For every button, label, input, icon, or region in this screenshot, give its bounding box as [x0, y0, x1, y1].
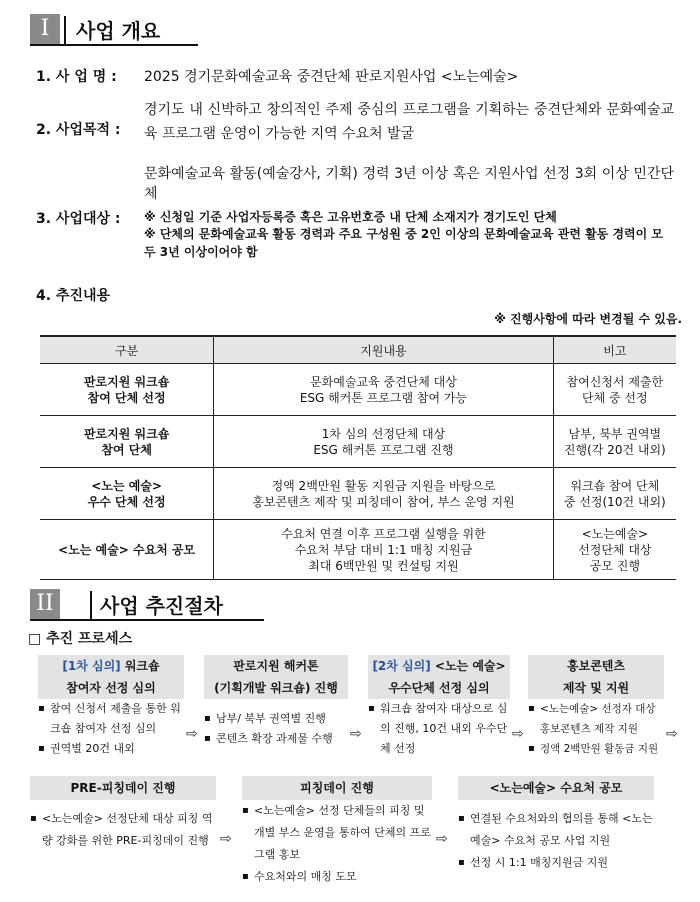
- process-step-6-body: [242, 800, 432, 888]
- process-step-4-body: [528, 699, 664, 759]
- item-3-note-1: ※ 신청일 기준 사업자등록증 혹은 고유번호증 내 단체 소재지가 경기도인 단체: [144, 210, 557, 224]
- process-step-3: [368, 655, 510, 759]
- step-1-tag: [1차 심의]: [62, 659, 121, 673]
- section-1-divider: [64, 16, 66, 44]
- support-table: [40, 335, 676, 580]
- step-1-head2: 참여자 선정 심의: [66, 681, 156, 695]
- step-3-head2: 우수단체 선정 심의: [388, 681, 490, 695]
- step-2-head1: 판로지원 해커톤: [233, 659, 319, 673]
- process-step-7: [458, 776, 654, 874]
- row-1-support: 문화예술교육 중견단체 대상 ESG 해커톤 프로그램 참여 가능: [214, 364, 553, 416]
- process-step-1-body: [38, 699, 184, 759]
- section-2-numeral: II: [30, 589, 60, 619]
- list-item: ▪ 정액 2백만원 활동금 지원: [528, 739, 664, 759]
- process-step-3-body: [368, 699, 510, 759]
- item-1-text: 2025 경기문화예술교육 중견단체 판로지원사업 <노는예술>: [144, 69, 519, 85]
- section-1-underline: [30, 44, 198, 46]
- process-step-7-head: <노는예술> 수요처 공모: [458, 776, 654, 800]
- item-1-label: 1. 사 업 명 :: [36, 69, 117, 85]
- row-3-remark: 워크숍 참여 단체 중 선정(10건 내외): [553, 468, 676, 520]
- process-step-2-body: [204, 699, 348, 749]
- row-2-support: 1차 심의 선정단체 대상 ESG 해커톤 프로그램 진행: [214, 416, 553, 468]
- section-2-title: 사업 추진절차: [100, 593, 223, 618]
- item-4-note: ※ 진행사항에 따라 변경될 수 있음.: [494, 312, 682, 326]
- row-3-category: <노는 예술> 우수 단체 선정: [40, 468, 214, 520]
- header-remark: 비고: [553, 336, 676, 364]
- table-header-row: [40, 336, 676, 364]
- row-4-support: 수요처 연결 이후 프로그램 실행을 위한 수요처 부담 대비 1:1 매칭 지원금 최대 6백만원 및 컨설팅 지원: [214, 520, 553, 580]
- item-2-label: 2. 사업목적 :: [36, 122, 121, 138]
- row-4-remark: <노는예술> 선정단체 대상 공모 진행: [553, 520, 676, 580]
- arrow-icon: ⇨: [186, 726, 198, 742]
- item-4-label: 4. 추진내용: [36, 288, 111, 304]
- process-step-6-head: 피칭데이 진행: [242, 776, 432, 800]
- step-2-head2: (기획개발 워크숍) 진행: [214, 681, 338, 695]
- list-item: ▪ 참여 신청서 제출을 통한 워크숍 참여자 선정 심의: [38, 699, 184, 739]
- list-item: ▪ <노는예술> 선정단체 대상 피칭 역량 강화를 위한 PRE-피칭데이 진행: [30, 808, 216, 852]
- list-item: ▪ 워크숍 참여자 대상으로 심의 진행, 10건 내외 우수단체 선정: [368, 699, 510, 759]
- process-step-5-head: PRE-피칭데이 진행: [30, 776, 216, 800]
- item-3-label: 3. 사업대상 :: [36, 211, 121, 227]
- item-2-text: 경기도 내 신박하고 창의적인 주제 중심의 프로그램을 기획하는 중견단체와 문화예술교육 프로그램 운영이 가능한 지역 수요처 발굴: [144, 102, 674, 142]
- process-step-4-head: [528, 655, 664, 699]
- arrow-icon: ⇨: [436, 831, 448, 847]
- arrow-icon: ⇨: [350, 726, 362, 742]
- step-3-head1: <노는 예술>: [430, 659, 506, 673]
- list-item: ▪ <노는예술> 선정 단체들의 피칭 및 개별 부스 운영을 통하여 단체의 프로그램 홍보: [242, 800, 432, 866]
- list-item: ▪ 콘텐츠 확장 과제물 수행: [204, 729, 348, 749]
- process-step-2-head: [204, 655, 348, 699]
- arrow-icon: ⇨: [666, 726, 678, 742]
- step-4-head1: 홍보콘텐츠: [567, 659, 625, 673]
- list-item: ▪ 남부/ 북부 권역별 진행: [204, 709, 348, 729]
- row-3-support: 정액 2백만원 활동 지원금 지원을 바탕으로 홍보콘텐츠 제작 및 피칭데이 참여, 부스 운영 지원: [214, 468, 553, 520]
- item-3-text: 문화예술교육 활동(예술강사, 기획) 경력 3년 이상 혹은 지원사업 선정 3회 이상 민간단체: [144, 166, 674, 202]
- process-step-2: [204, 655, 348, 749]
- row-2-category: 판로지원 워크숍 참여 단체: [40, 416, 214, 468]
- section-1-title: 사업 개요: [76, 18, 161, 43]
- list-item: ▪ <노는예술> 선정자 대상 홍보콘텐츠 제작 지원: [528, 699, 664, 739]
- row-1-remark: 참여신청서 제출한 단체 중 선정: [553, 364, 676, 416]
- step-4-head2: 제작 및 지원: [562, 681, 630, 695]
- table-row: [40, 416, 676, 468]
- list-item: ▪ 수요처와의 매칭 도모: [242, 866, 432, 888]
- process-step-1: [38, 655, 184, 759]
- arrow-icon: ⇨: [512, 726, 524, 742]
- section-1-numeral: I: [30, 14, 60, 44]
- process-step-5: [30, 776, 216, 852]
- process-step-5-body: [30, 800, 216, 852]
- section-2-header: [30, 589, 223, 619]
- process-step-7-body: [458, 800, 654, 874]
- step-1-head1: 워크숍: [120, 659, 160, 673]
- step-3-tag: [2차 심의]: [372, 659, 431, 673]
- process-title: □ 추진 프로세스: [28, 631, 133, 647]
- section-2-underline: [30, 619, 264, 621]
- header-category: 구분: [40, 336, 214, 364]
- arrow-icon: ⇨: [220, 831, 232, 847]
- list-item: ▪ 선정 시 1:1 매칭지원금 지원: [458, 852, 654, 874]
- item-3-note-2: ※ 단체의 문화예술교육 활동 경력과 주요 구성원 중 2인 이상의 문화예술교육 관련 활동 경력이 모두 3년 이상이어야 함: [144, 227, 664, 259]
- table-row: [40, 520, 676, 580]
- process-step-1-head: [38, 655, 184, 699]
- table-row: [40, 364, 676, 416]
- header-support: 지원내용: [214, 336, 553, 364]
- list-item: ▪ 연결된 수요처와의 협의를 통해 <노는예술> 수요처 공모 사업 지원: [458, 808, 654, 852]
- process-step-6: [242, 776, 432, 888]
- process-step-3-head: [368, 655, 510, 699]
- section-1-header: [30, 14, 160, 44]
- section-2-divider: [90, 591, 92, 619]
- row-4-category: <노는 예술> 수요처 공모: [40, 520, 214, 580]
- row-2-remark: 남부, 북부 권역별 진행(각 20건 내외): [553, 416, 676, 468]
- table-row: [40, 468, 676, 520]
- process-step-4: [528, 655, 664, 759]
- list-item: ▪ 권역별 20건 내외: [38, 739, 184, 759]
- row-1-category: 판로지원 워크숍 참여 단체 선정: [40, 364, 214, 416]
